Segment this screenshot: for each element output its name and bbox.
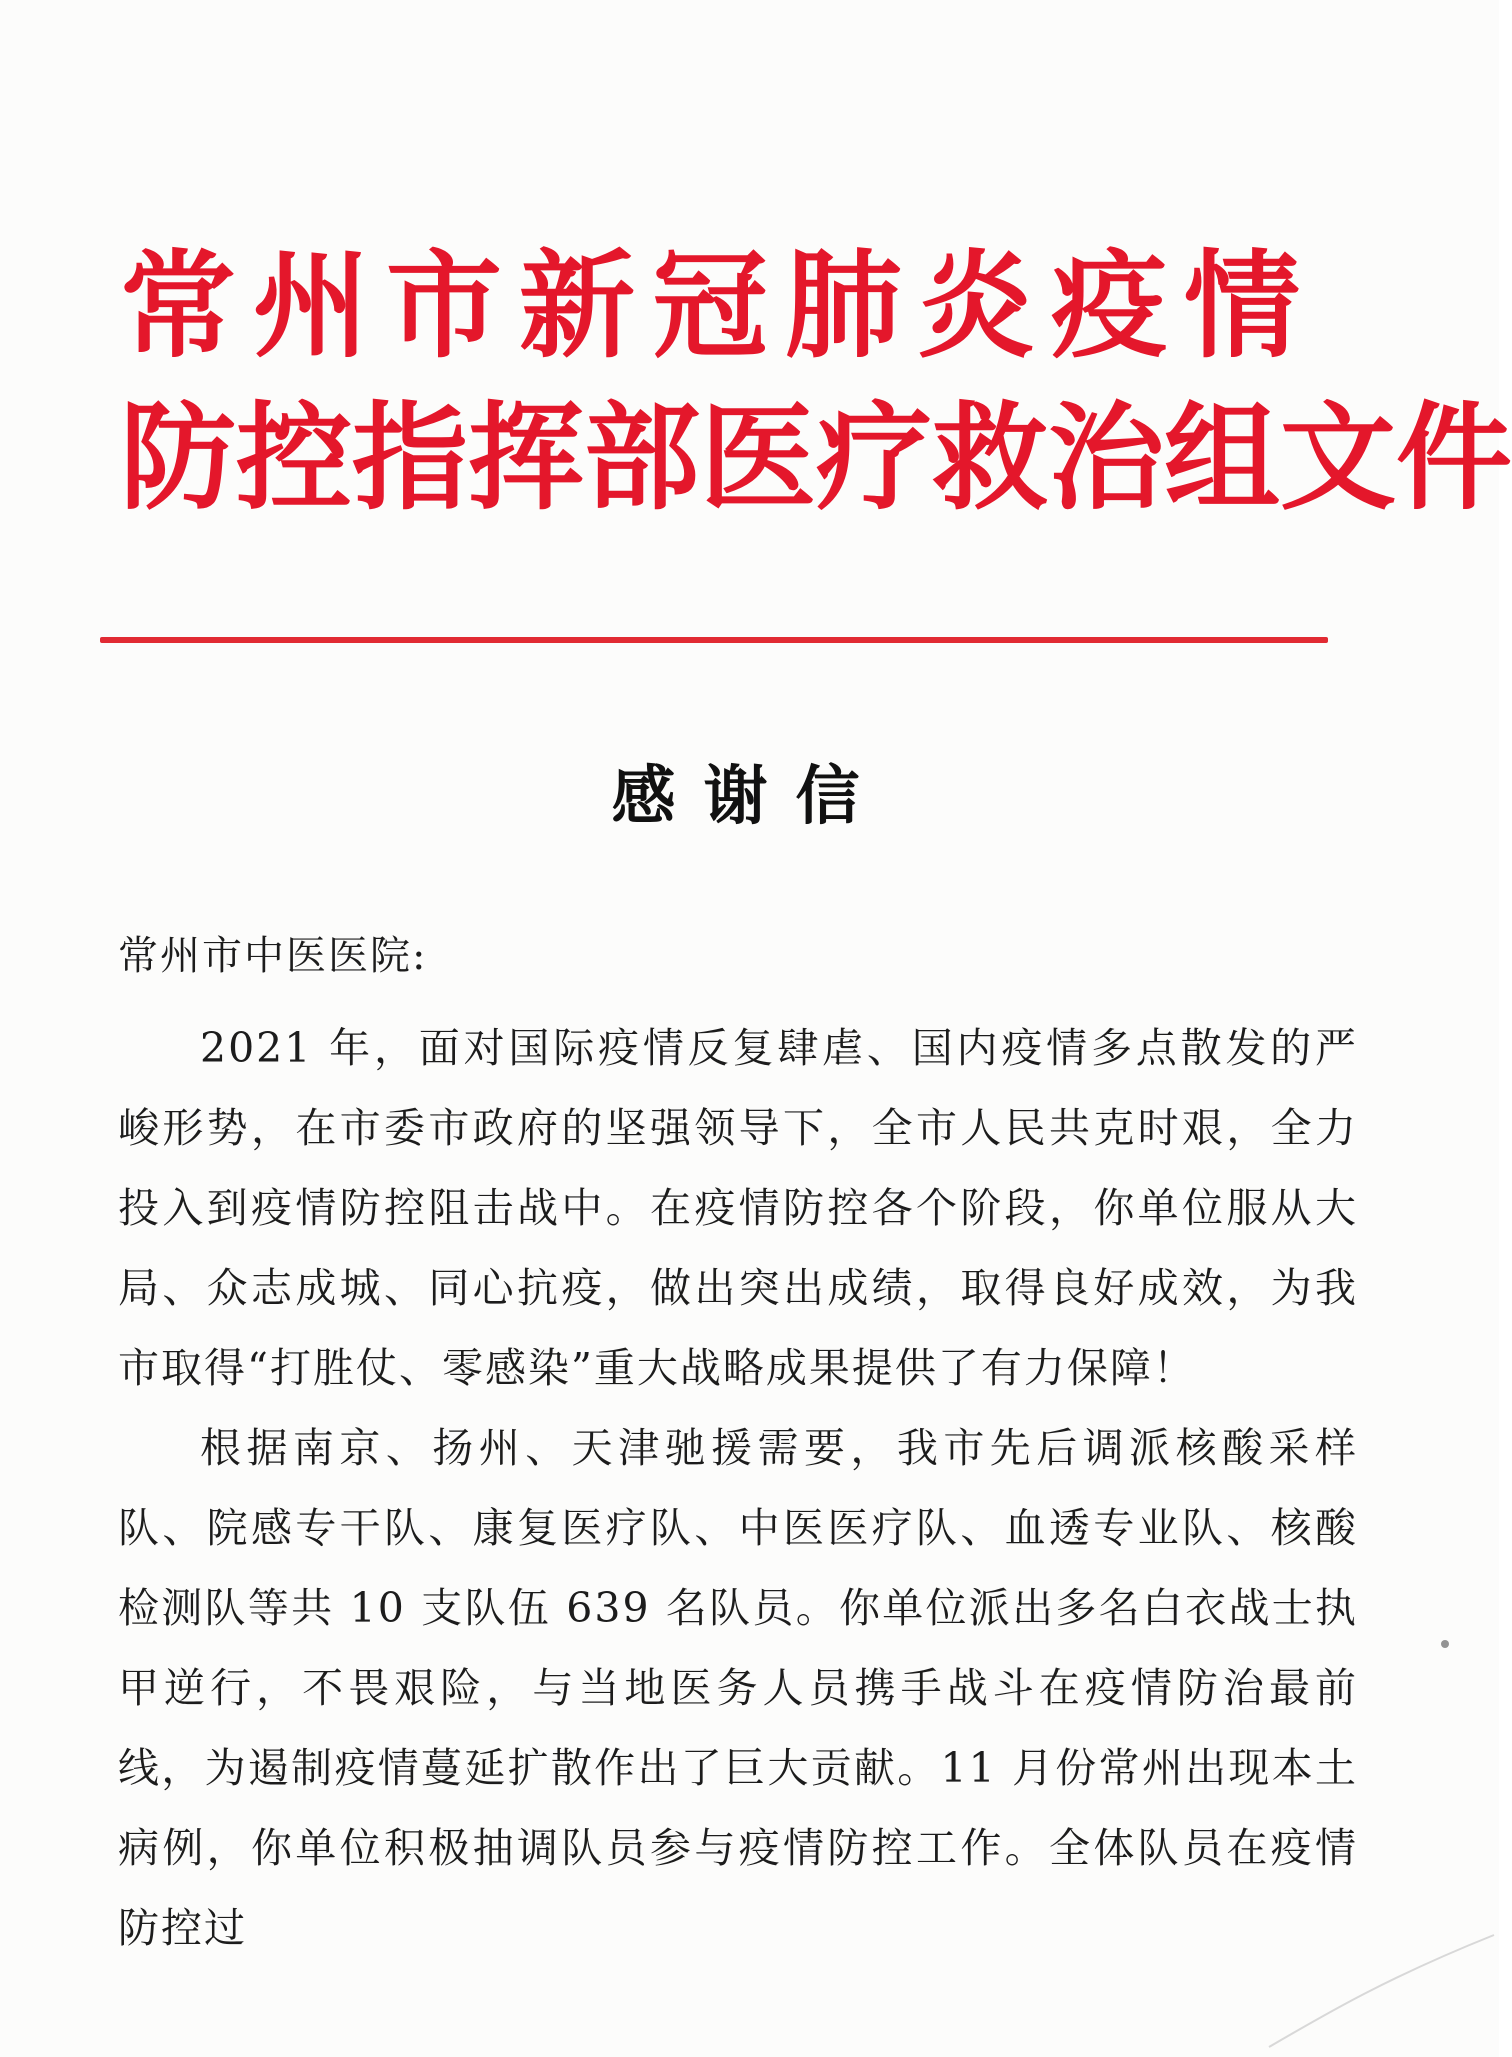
header-char: 冠 bbox=[652, 239, 768, 374]
red-header bbox=[120, 239, 1512, 526]
header-line-2 bbox=[120, 391, 1512, 526]
letter-title: 感谢信 bbox=[611, 759, 888, 834]
header-char: 组 bbox=[1164, 391, 1280, 526]
header-char: 医 bbox=[700, 391, 816, 526]
header-char: 指 bbox=[352, 391, 468, 526]
header-char: 新 bbox=[519, 239, 635, 374]
header-char: 情 bbox=[1184, 239, 1300, 374]
header-char: 州 bbox=[253, 239, 369, 374]
scan-speck bbox=[1441, 1640, 1449, 1648]
header-char: 部 bbox=[584, 391, 700, 526]
header-char: 炎 bbox=[918, 239, 1034, 374]
header-char: 市 bbox=[386, 239, 502, 374]
header-char: 救 bbox=[932, 391, 1048, 526]
salutation: 常州市中医医院: bbox=[118, 933, 428, 979]
header-divider bbox=[100, 637, 1328, 643]
header-char: 疫 bbox=[1051, 239, 1167, 374]
header-char: 疗 bbox=[816, 391, 932, 526]
header-line-1 bbox=[120, 240, 1300, 374]
paragraph: 根据南京、扬州、天津驰援需要，我市先后调派核酸采样队、院感专干队、康复医疗队、中医医疗队、血透专业队、核酸检测队等共 10 支队伍 639 名队员。你单位派出多名白衣战士执甲逆行，不畏艰险，与当地医务人员携手战斗在疫情防治最前线，为遏制疫情蔓延扩散作出了巨大贡献。11 月份常州出现本土病例，你单位积极抽调队员参与疫情防控工作。全体队员在疫情防控过 bbox=[118, 1424, 1358, 1952]
header-char: 治 bbox=[1048, 391, 1164, 526]
header-char: 控 bbox=[236, 391, 352, 526]
header-char: 肺 bbox=[785, 239, 901, 374]
letter-body bbox=[118, 1008, 1358, 1968]
header-char: 文 bbox=[1280, 391, 1396, 526]
paragraph: 2021 年，面对国际疫情反复肆虐、国内疫情多点散发的严峻形势，在市委市政府的坚强领导下，全市人民共克时艰，全力投入到疫情防控阻击战中。在疫情防控各个阶段，你单位服从大局、众志成城、同心抗疫，做出突出成绩，取得良好成效，为我市取得“打胜仗、零感染”重大战略成果提供了有力保障！ bbox=[118, 1024, 1358, 1392]
header-char: 常 bbox=[120, 239, 236, 374]
header-char: 防 bbox=[120, 391, 236, 526]
header-char: 挥 bbox=[468, 391, 584, 526]
header-char: 件 bbox=[1396, 391, 1512, 526]
